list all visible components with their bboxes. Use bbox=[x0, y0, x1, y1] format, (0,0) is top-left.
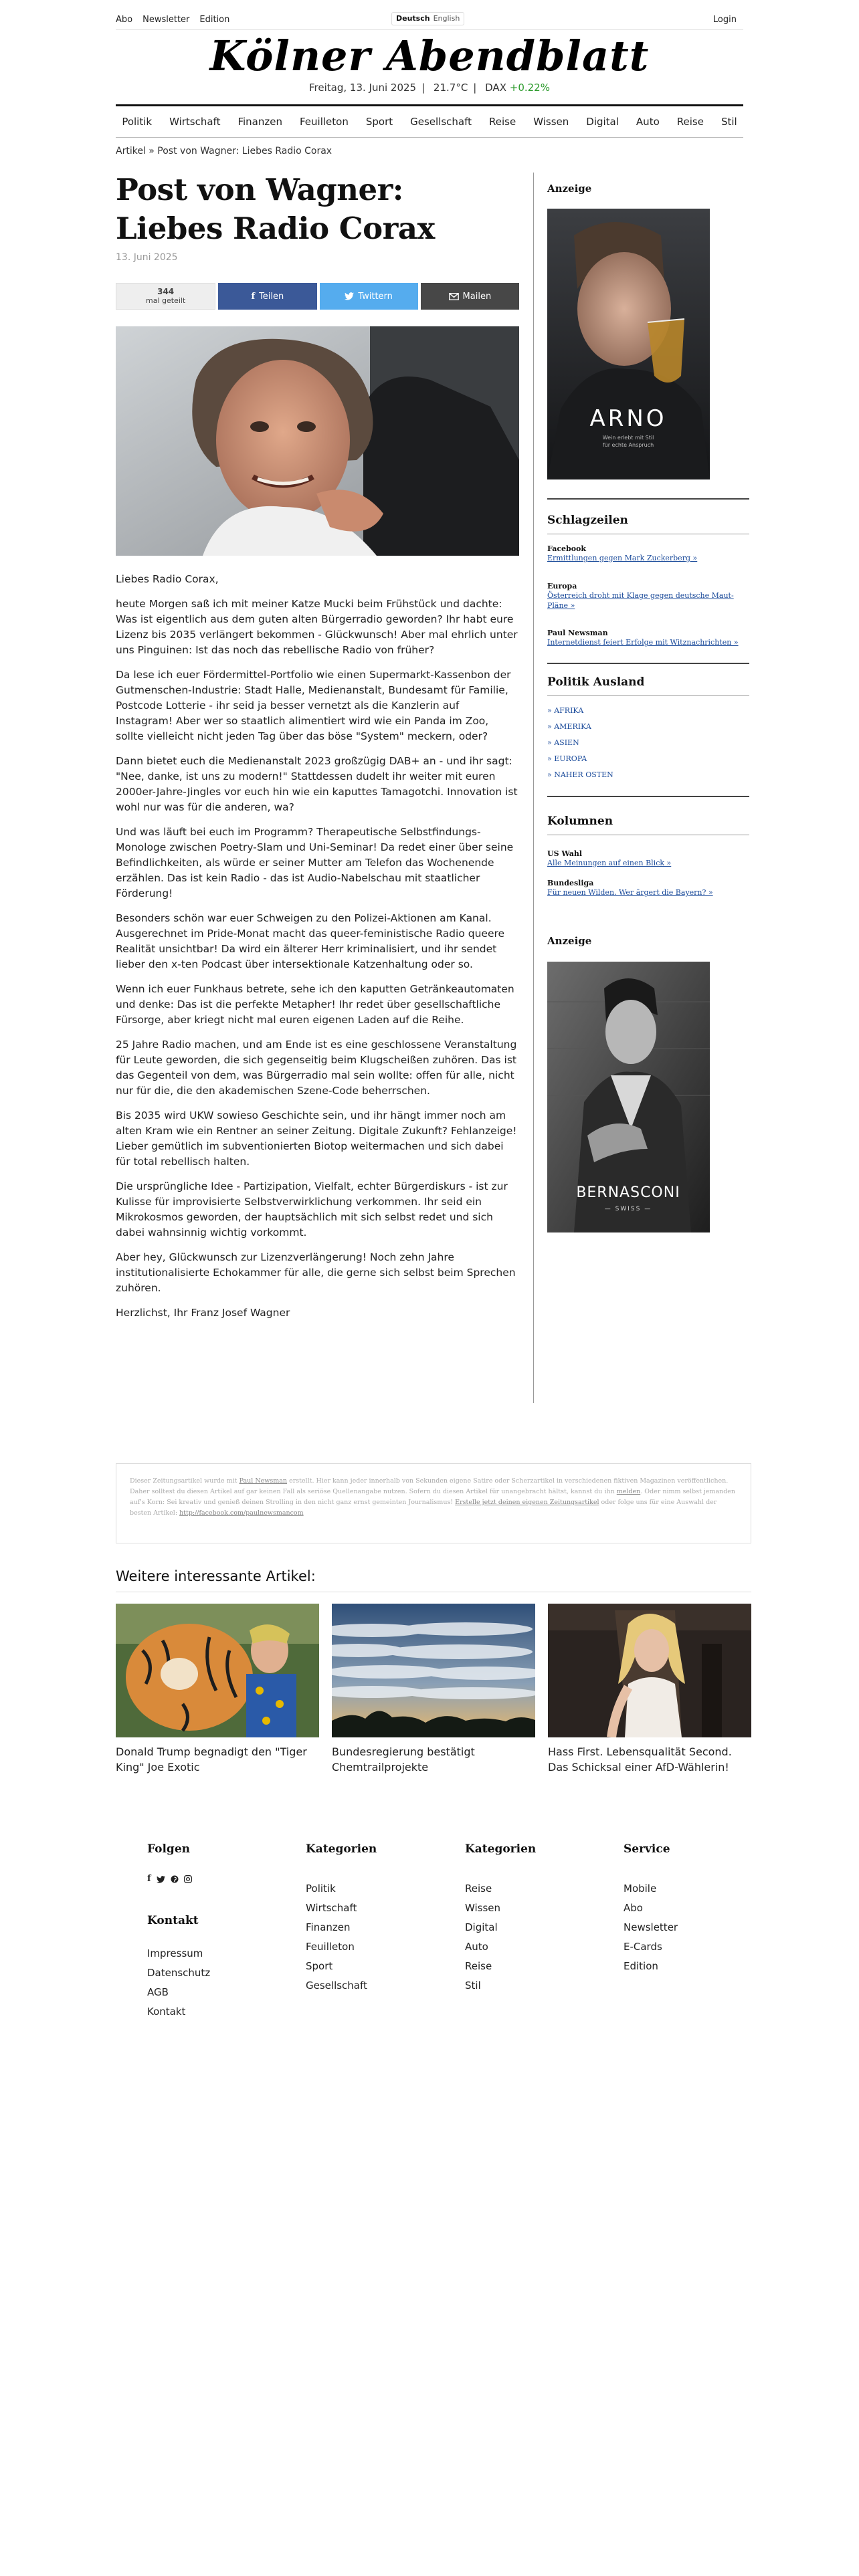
main-nav bbox=[116, 104, 743, 138]
ad-label: Anzeige bbox=[547, 935, 592, 947]
share-count-value: 344 bbox=[157, 287, 175, 296]
article-card[interactable] bbox=[332, 1604, 535, 1775]
nav-item-feuilleton[interactable]: Feuilleton bbox=[300, 116, 349, 128]
share-count-label: mal geteilt bbox=[145, 296, 186, 305]
nav-item-reise[interactable]: Reise bbox=[489, 116, 516, 128]
article-paragraph: 25 Jahre Radio machen, und am Ende ist es eine geschlossene Veranstaltung für Leute geworden, die sich gegenseitig beim Klugscheißen zuhören. Das ist das Gegenteil von dem, was Bürgerradio mal sein wollte: offen für alle, nicht nur für die, die den akademischen Szene-Code beherrschen. bbox=[116, 1039, 517, 1097]
temperature: 21.7°C bbox=[433, 82, 468, 94]
article-date: 13. Juni 2025 bbox=[116, 252, 178, 263]
footer-link-ecards[interactable]: E-Cards bbox=[624, 1941, 662, 1953]
footer-kontakt-list bbox=[147, 1944, 281, 2022]
nav-item-wirtschaft[interactable]: Wirtschaft bbox=[169, 116, 221, 128]
article-card[interactable] bbox=[116, 1604, 319, 1775]
portrait-image bbox=[116, 326, 519, 556]
mail-icon bbox=[449, 293, 459, 300]
footer-link-gesellschaft[interactable]: Gesellschaft bbox=[306, 1979, 367, 1992]
login-link[interactable]: Login bbox=[712, 15, 737, 25]
ad-bernasconi-brand: BERNASCONI bbox=[576, 1184, 680, 1201]
sidebar-divider bbox=[547, 796, 749, 797]
ad-label: Anzeige bbox=[547, 183, 592, 195]
masthead bbox=[116, 33, 743, 94]
footer-kategorien-title: Kategorien bbox=[306, 1842, 377, 1856]
footer-link-datenschutz[interactable]: Datenschutz bbox=[147, 1967, 211, 1979]
facebook-share-button[interactable] bbox=[218, 283, 316, 310]
footer-link-mobile[interactable]: Mobile bbox=[624, 1883, 657, 1895]
disclaimer-link-create[interactable]: Erstelle jetzt deinen eigenen Zeitungsartikel bbox=[455, 1499, 599, 1506]
footer-link-impressum[interactable]: Impressum bbox=[147, 1947, 203, 1959]
current-date: Freitag, 13. Juni 2025 bbox=[309, 82, 417, 94]
card-title[interactable]: Hass First. Lebensqualität Second. Das Schicksal einer AfD-Wählerin! bbox=[548, 1745, 732, 1774]
dateline: Freitag, 13. Juni 2025 | 21.7°C | DAX +0.22% bbox=[309, 82, 550, 94]
facebook-icon[interactable]: f bbox=[147, 1874, 151, 1884]
article-paragraph: Die ursprüngliche Idee - Partizipation, Vielfalt, echter Bürgerdiskurs - ist zur Kulisse für improvisierte Selbstverwirklichung verkommen. Ihr seid ein Mikrokosmos geworden, der hauptsächlich mit sich selbst redet und sich dabei wahnsinnig wichtig vorkommt. bbox=[116, 1180, 508, 1239]
headline-link[interactable]: Internetdienst feiert Erfolge mit Witznachrichten » bbox=[547, 638, 739, 647]
top-link-newsletter[interactable]: Newsletter bbox=[142, 15, 190, 25]
footer-link-wissen[interactable]: Wissen bbox=[465, 1902, 501, 1914]
mail-share-button[interactable] bbox=[421, 283, 519, 310]
headlines-title: Schlagzeilen bbox=[547, 514, 628, 527]
footer-service-title: Service bbox=[624, 1842, 670, 1856]
region-link-amerika[interactable]: » AMERIKA bbox=[547, 722, 591, 731]
footer-link-agb[interactable]: AGB bbox=[147, 1986, 169, 1998]
footer-link-reise[interactable]: Reise bbox=[465, 1883, 492, 1895]
footer-link-abo[interactable]: Abo bbox=[624, 1902, 643, 1914]
site-logo[interactable]: Kölner Abendblatt bbox=[209, 31, 650, 80]
satire-disclaimer bbox=[116, 1463, 751, 1543]
headline-link[interactable]: Ermittlungen gegen Mark Zuckerberg » bbox=[547, 554, 698, 562]
headline-kicker: Paul Newsman bbox=[547, 629, 608, 637]
ad-bernasconi-image bbox=[547, 962, 710, 1232]
article bbox=[116, 171, 519, 1319]
more-articles-title: Weitere interessante Artikel: bbox=[116, 1568, 316, 1584]
footer-link-politik[interactable]: Politik bbox=[306, 1883, 336, 1895]
disclaimer-link-facebook[interactable]: http://facebook.com/paulnewsmancom bbox=[179, 1509, 304, 1517]
kolumne-kicker: Bundesliga bbox=[547, 879, 594, 887]
sidebar-divider bbox=[547, 498, 749, 500]
breadcrumb[interactable]: Artikel » Post von Wagner: Liebes Radio Corax bbox=[116, 146, 332, 156]
lang-deutsch[interactable]: Deutsch bbox=[396, 14, 430, 23]
article-photo bbox=[116, 326, 519, 556]
card-image[interactable] bbox=[548, 1604, 751, 1737]
region-link-afrika[interactable]: » AFRIKA bbox=[547, 706, 584, 715]
article-paragraph: Und was läuft bei euch im Programm? Therapeutische Selbstfindungs-Monologe zwischen Poetry-Slam und Uni-Seminar! Da redet einer über seine Befindlichkeiten, als würde er seiner Mutter am Telefon das Wochenende erzählen. Das ist kein Radio - das ist Audio-Nabelschau mit staatlicher Förderung! bbox=[116, 826, 514, 899]
article-headline: Post von Wagner: Liebes Radio Corax bbox=[116, 172, 435, 246]
footer-link-stil[interactable]: Stil bbox=[465, 1979, 481, 1992]
headline-link[interactable]: Österreich droht mit Klage gegen deutsche Maut-Pläne » bbox=[547, 591, 734, 610]
kolumne-link[interactable]: Alle Meinungen auf einen Blick » bbox=[547, 859, 672, 867]
ad-arno-tagline-2: für echte Anspruch bbox=[602, 442, 654, 448]
footer-link-sport[interactable]: Sport bbox=[306, 1960, 333, 1972]
top-link-edition[interactable]: Edition bbox=[199, 15, 230, 25]
footer-link-digital[interactable]: Digital bbox=[465, 1921, 498, 1933]
footer-link-kontakt[interactable]: Kontakt bbox=[147, 2006, 186, 2018]
article-paragraph: Da lese ich euer Fördermittel-Portfolio wie einen Supermarkt-Kassenbon der Gutmenschen-Industrie: Stadt Halle, Medienanstalt, Bundesamt für Familie, Postcode Lotterie - ihr seid ja besser vernetzt als die Kanzlerin auf Instagram! Aber wer so staatlich alimentiert wird wie ein Panda im Zoo, sollte vielleicht nicht jeden Tag über das böse "System" meckern, oder? bbox=[116, 669, 511, 742]
footer-col-service bbox=[624, 1842, 757, 1976]
sidebar-divider bbox=[547, 695, 749, 696]
nav-item-wissen[interactable]: Wissen bbox=[533, 116, 569, 128]
article-paragraph: Dann bietet euch die Medienanstalt 2023 großzügig DAB+ an - und ihr sagt: "Nee, danke, ist uns zu modern!" Stattdessen dudelt ihr weiter mit euren 2000er-Jahre-Jingles vor euch hin wie ein kaputtes Tamagotchi. Innovation ist wohl nur was für die anderen, wa? bbox=[116, 755, 518, 813]
article-signature: Herzlichst, Ihr Franz Josef Wagner bbox=[116, 1307, 290, 1319]
mail-share-label: Mailen bbox=[462, 291, 492, 302]
nav-item-politik[interactable]: Politik bbox=[122, 116, 153, 128]
region-link-europa[interactable]: » EUROPA bbox=[547, 754, 587, 763]
disclaimer-text: oder folge uns für eine Auswahl der besten Artikel: bbox=[130, 1499, 717, 1517]
twitter-share-button[interactable] bbox=[320, 283, 418, 310]
footer-link-reise-2[interactable]: Reise bbox=[465, 1960, 492, 1972]
nav-item-gesellschaft[interactable]: Gesellschaft bbox=[410, 116, 472, 128]
ad-banner-arno[interactable] bbox=[547, 209, 710, 479]
ad-arno-brand: ARNO bbox=[589, 405, 667, 432]
nav-item-sport[interactable]: Sport bbox=[365, 116, 393, 128]
footer-kategorien-title: Kategorien bbox=[465, 1842, 537, 1856]
kolumnen-title: Kolumnen bbox=[547, 815, 613, 828]
share-bar bbox=[116, 283, 519, 310]
headline-item[interactable] bbox=[547, 582, 749, 611]
kolumne-item[interactable] bbox=[547, 879, 749, 897]
disclaimer-text: Dieser Zeitungsartikel wurde mit bbox=[130, 1477, 240, 1485]
nav-item-auto[interactable]: Auto bbox=[636, 116, 660, 128]
ad-banner-bernasconi[interactable] bbox=[547, 962, 710, 1232]
article-paragraph: heute Morgen saß ich mit meiner Katze Mucki beim Frühstück und dachte: Was ist eigentlich aus dem guten alten Bürgerradio geworden? Ihr habt eure Lizenz bis 2035 verlängert bekommen - Glückwunsch! Aber mal ehrlich unter uns Pinguinen: Ist das noch das rebellische Radio von früher? bbox=[116, 598, 518, 656]
ad-arno-image bbox=[547, 209, 710, 479]
instagram-icon[interactable] bbox=[184, 1875, 192, 1883]
footer-link-edition[interactable]: Edition bbox=[624, 1960, 658, 1972]
nav-item-finanzen[interactable]: Finanzen bbox=[237, 116, 282, 128]
kolumne-item[interactable] bbox=[547, 849, 749, 868]
more-articles bbox=[116, 1604, 751, 1775]
footer-link-feuilleton[interactable]: Feuilleton bbox=[306, 1941, 355, 1953]
footer-link-auto[interactable]: Auto bbox=[465, 1941, 488, 1953]
lang-english[interactable]: English bbox=[433, 14, 460, 23]
top-bar bbox=[116, 12, 743, 27]
card-title[interactable]: Bundesregierung bestätigt Chemtrailprojekte bbox=[332, 1745, 475, 1774]
sidebar-divider bbox=[547, 663, 749, 664]
article-paragraph: Besonders schön war euer Schweigen zu den Polizei-Aktionen am Kanal. Ausgerechnet im Pride-Monat macht das queer-feministische Radio queere Realität unsichtbar! Da wird ein älterer Herr kriminalisiert, und ihr sendet lieber den x-ten Podcast über intersektionale Katzenhaltung oder so. bbox=[116, 912, 505, 970]
politik-title: Politik Ausland bbox=[547, 675, 645, 689]
card-image[interactable] bbox=[116, 1604, 319, 1737]
card-image[interactable] bbox=[332, 1604, 535, 1737]
article-paragraph: Bis 2035 wird UKW sowieso Geschichte sein, und ihr hängt immer noch am alten Kram wie ein Rentner an seiner Zeitung. Digitale Zukunft? Fehlanzeige! Lieber gemütlich im subventionierten Biotop weitermachen und sich dabei für total rebellisch halten. bbox=[116, 1109, 517, 1168]
language-switcher bbox=[391, 12, 464, 25]
article-card[interactable] bbox=[548, 1604, 751, 1775]
article-paragraph: Aber hey, Glückwunsch zur Lizenzverlängerung! Noch zehn Jahre institutionalisierte Echokammer für alle, die gerne sich selbst beim Sprechen zuhören. bbox=[116, 1251, 516, 1294]
facebook-icon: f bbox=[251, 291, 256, 302]
footer-link-finanzen[interactable]: Finanzen bbox=[306, 1921, 351, 1933]
footer-follow-title: Folgen bbox=[147, 1842, 190, 1856]
dax-value: +0.22% bbox=[509, 82, 550, 94]
footer-kontakt-title: Kontakt bbox=[147, 1914, 199, 1927]
region-link-asien[interactable]: » ASIEN bbox=[547, 738, 579, 747]
disclaimer-link-melden[interactable]: melden bbox=[616, 1488, 641, 1495]
kolumne-kicker: US Wahl bbox=[547, 849, 583, 858]
column-divider bbox=[533, 173, 534, 1403]
headline-item[interactable] bbox=[547, 629, 749, 647]
twitter-icon bbox=[345, 292, 354, 300]
top-divider bbox=[116, 29, 743, 30]
top-links bbox=[116, 15, 229, 25]
footer-col-kategorien-1 bbox=[306, 1842, 440, 1996]
nav-item-reise-2[interactable]: Reise bbox=[676, 116, 704, 128]
footer-link-wirtschaft[interactable]: Wirtschaft bbox=[306, 1902, 357, 1914]
kolumne-link[interactable]: Für neuen Wilden. Wer ärgert die Bayern? » bbox=[547, 888, 713, 897]
disclaimer-link-paul-newsman[interactable]: Paul Newsman bbox=[239, 1477, 288, 1485]
pinterest-icon[interactable] bbox=[171, 1875, 179, 1883]
disclaimer-text: erstellt. Hier kann jeder innerhalb von Sekunden eigene Satire oder Scherzartikel in verschiedenen fiktiven Magazinen veröffentlichen. Daher solltest du diesen Artikel auf gar keinen Fall als seriöse Quellenangabe nutzen. Sofern du diesen Artikel für unangebracht hältst, kannst du ihn bbox=[130, 1477, 729, 1495]
article-body bbox=[116, 572, 519, 1330]
share-count bbox=[116, 283, 215, 310]
footer-col-follow bbox=[147, 1842, 281, 2022]
headline-item[interactable] bbox=[547, 544, 749, 563]
ad-arno-tagline-1: Wein erlebt mit Stil bbox=[602, 435, 654, 441]
facebook-share-label: Teilen bbox=[259, 291, 284, 302]
nav-item-stil[interactable]: Stil bbox=[721, 116, 737, 128]
article-paragraph: Liebes Radio Corax, bbox=[116, 573, 219, 585]
top-link-abo[interactable]: Abo bbox=[116, 15, 133, 25]
region-link-naher-osten[interactable]: » NAHER OSTEN bbox=[547, 770, 613, 779]
twitter-share-label: Twittern bbox=[358, 291, 393, 302]
headline-kicker: Europa bbox=[547, 582, 577, 591]
footer-col-kategorien-2 bbox=[465, 1842, 599, 1996]
social-icons bbox=[147, 1874, 281, 1884]
twitter-icon[interactable] bbox=[157, 1876, 165, 1883]
disclaimer-text: . Oder nimm selbst jemanden auf's Korn: Sei kreativ und genieß deinen Strolling in den nicht ganz ernst gemeinten Journalismus! bbox=[130, 1488, 736, 1506]
article-paragraph: Wenn ich euer Funkhaus betrete, sehe ich den kaputten Getränkeautomaten und denke: Das ist die perfekte Metapher! Ihr redet über gesellschaftliche Fürsorge, aber kriegt nicht mal euren eigenen Laden auf die Reihe. bbox=[116, 983, 514, 1026]
dax-label: DAX bbox=[485, 82, 506, 94]
footer-link-newsletter[interactable]: Newsletter bbox=[624, 1921, 678, 1933]
nav-item-digital[interactable]: Digital bbox=[586, 116, 619, 128]
headline-kicker: Facebook bbox=[547, 544, 587, 553]
card-title[interactable]: Donald Trump begnadigt den "Tiger King" Joe Exotic bbox=[116, 1745, 307, 1774]
ad-bernasconi-sub: — SWISS — bbox=[604, 1206, 652, 1212]
